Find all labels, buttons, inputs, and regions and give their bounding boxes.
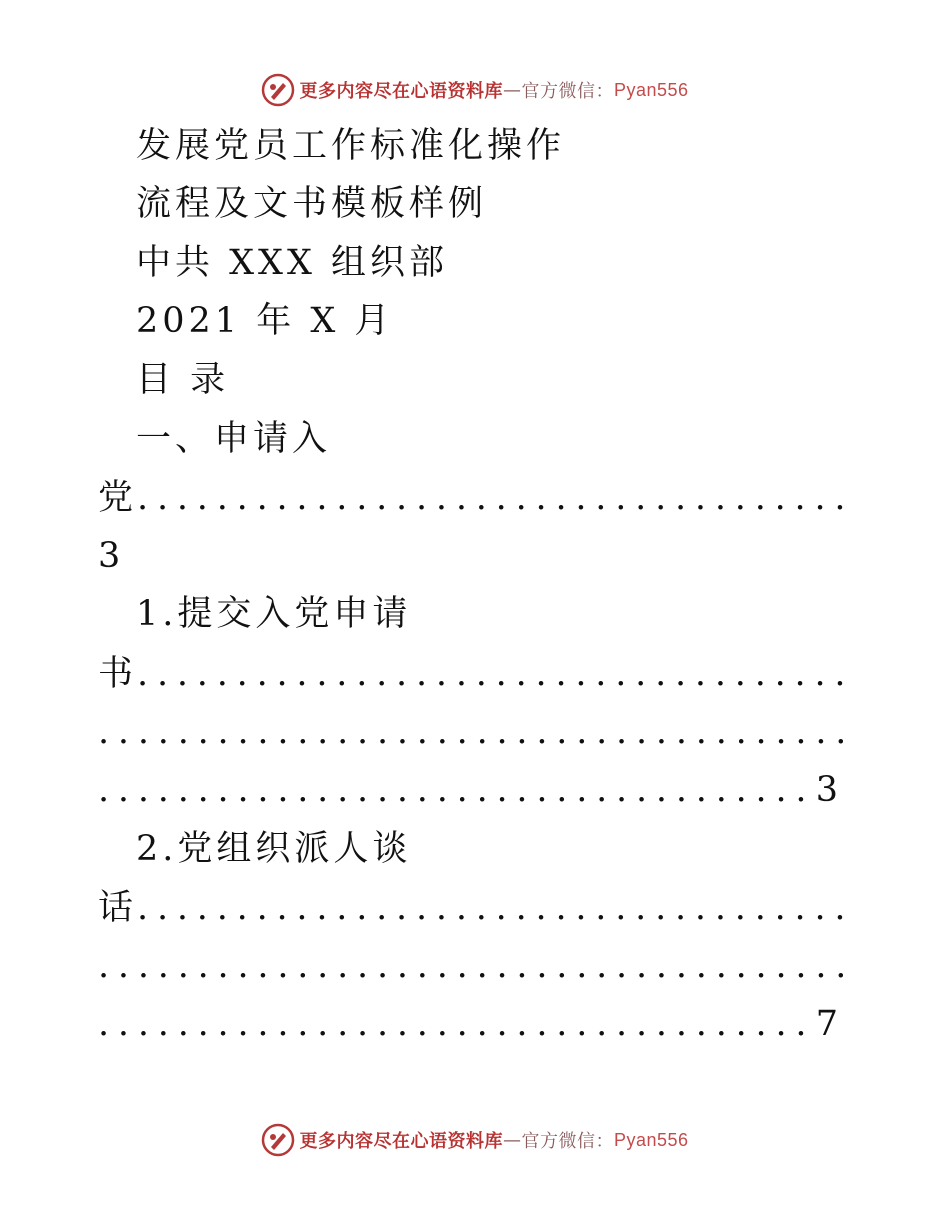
toc-item-1-title: 1.提交入党申请	[136, 594, 412, 634]
toc-item-2-leader-cont	[98, 946, 843, 986]
doc-date: 2021 年 X 月	[136, 301, 394, 341]
watermark-top	[0, 70, 950, 110]
toc-section-1-title-end: 党	[98, 478, 138, 518]
doc-title-line2: 流程及文书模板样例	[136, 184, 488, 224]
watermark-bottom	[0, 1120, 950, 1160]
watermark-id: Pyan556	[613, 79, 689, 100]
toc-item-2-page: 7	[815, 1004, 838, 1044]
toc-item-2-leader-end	[98, 1004, 838, 1044]
toc-item-1-leader-end	[98, 770, 838, 810]
dot-leader	[98, 770, 814, 810]
watermark-text: 更多内容尽在心语资料库	[299, 1131, 503, 1152]
dot-leader	[137, 888, 843, 928]
toc-section-1-title: 一、申请入	[136, 419, 332, 459]
watermark-text: 更多内容尽在心语资料库	[299, 81, 503, 102]
watermark-id: Pyan556	[613, 1129, 689, 1150]
seal-icon	[261, 73, 295, 107]
toc-item-2-leader	[98, 888, 843, 928]
dot-leader	[137, 478, 843, 518]
toc-item-1-page: 3	[815, 770, 838, 810]
dot-leader	[98, 1004, 814, 1044]
toc-section-1-page: 3	[98, 536, 125, 576]
watermark-contact: 官方微信：	[521, 81, 614, 102]
dot-leader	[137, 654, 843, 694]
toc-item-2-title: 2.党组织派人谈	[136, 829, 412, 869]
toc-item-2-title-end: 话	[98, 888, 138, 928]
dot-leader	[98, 712, 843, 752]
watermark-separator: —	[502, 79, 522, 101]
doc-org: 中共 XXX 组织部	[136, 243, 449, 283]
watermark-contact: 官方微信：	[521, 1131, 614, 1152]
toc-item-1-leader-cont	[98, 712, 843, 752]
seal-icon	[261, 1123, 295, 1157]
toc-heading: 目 录	[136, 360, 230, 400]
dot-leader	[98, 946, 843, 986]
toc-item-1-leader	[98, 654, 843, 694]
doc-title-line1: 发展党员工作标准化操作	[136, 126, 566, 166]
watermark-separator: —	[502, 1129, 522, 1151]
toc-item-1-title-end: 书	[98, 654, 138, 694]
toc-section-1-leader	[98, 478, 843, 518]
